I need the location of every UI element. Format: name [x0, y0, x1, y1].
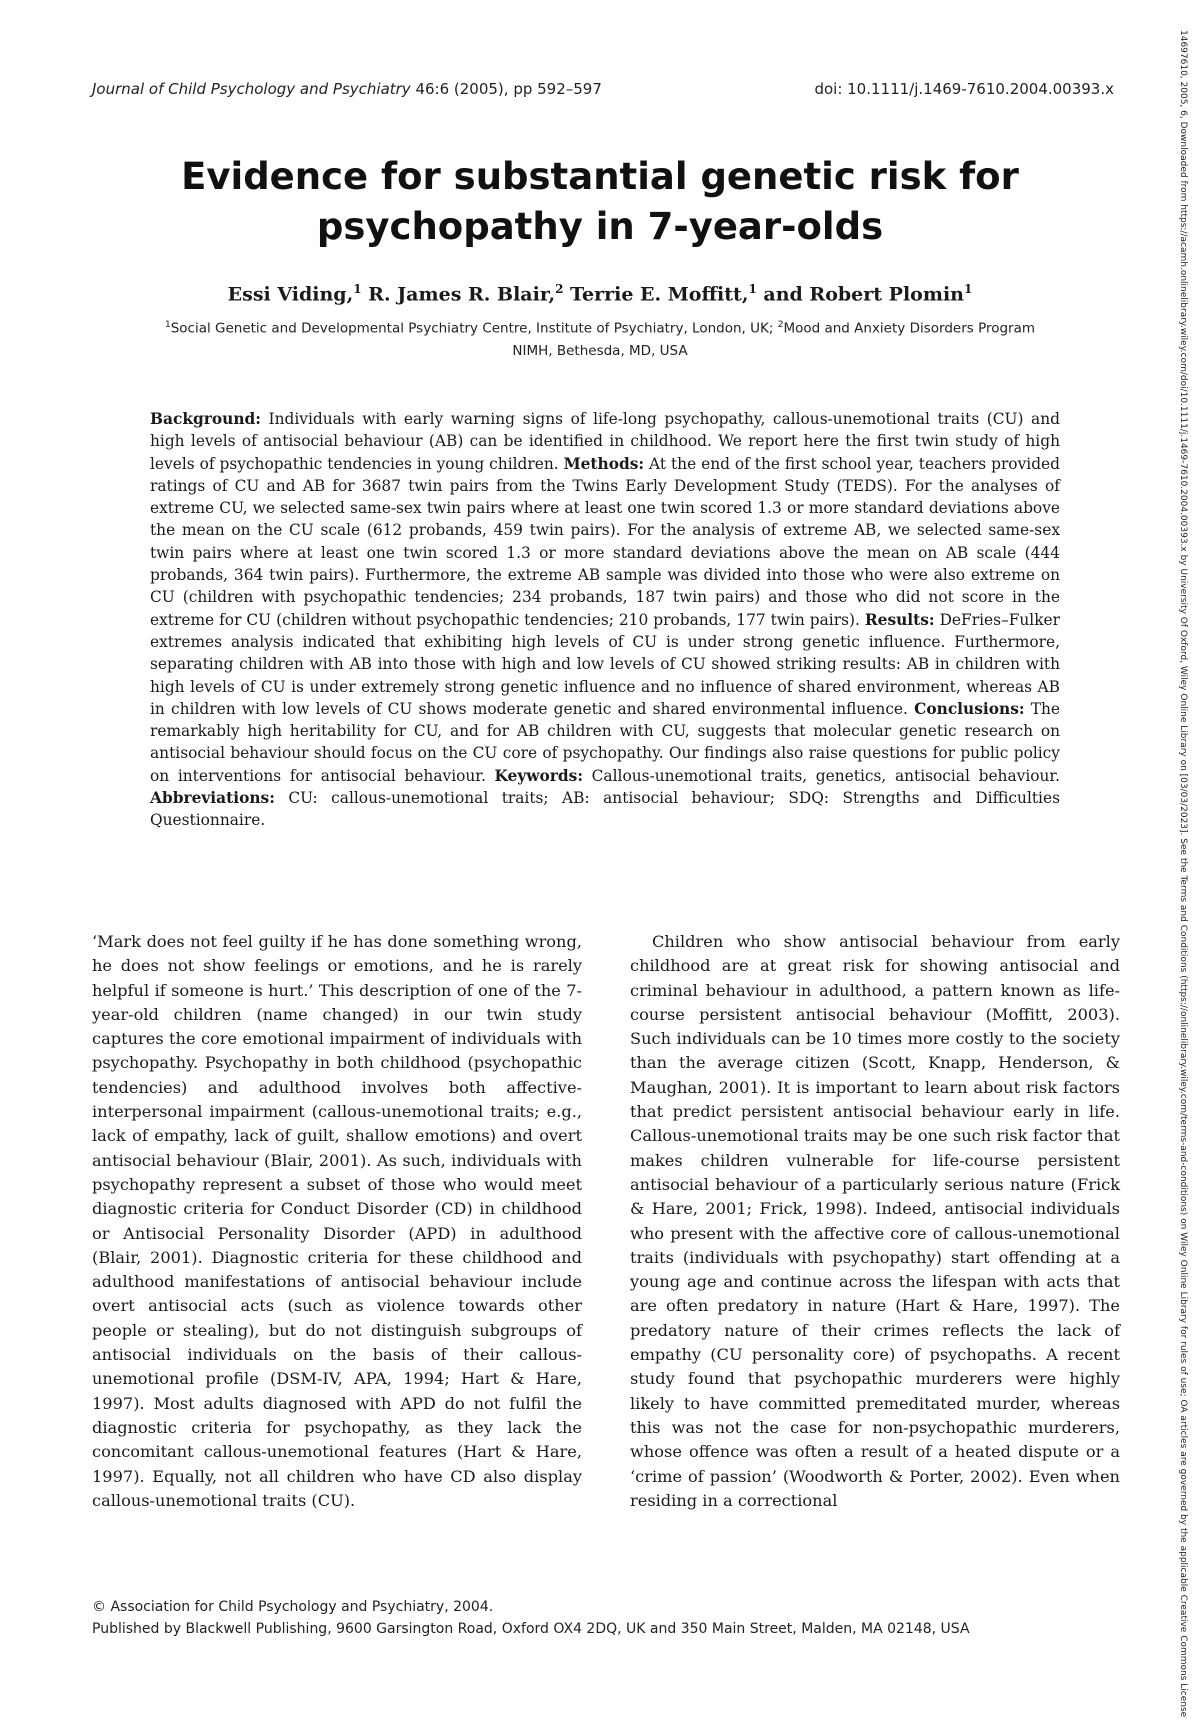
body-column-left: [92, 930, 582, 1513]
page-footer: [92, 1596, 1122, 1640]
abstract: [150, 408, 1060, 832]
abbreviations-text: CU: callous-unemotional traits; AB: antisocial behaviour; SDQ: Strengths and Difficulties Questionnaire.: [150, 789, 1060, 830]
author-2-affil: 2: [555, 282, 564, 296]
keywords-label: Keywords:: [494, 766, 584, 785]
body-paragraph: Children who show antisocial behaviour from early childhood are at great risk for showing antisocial and criminal behaviour in adulthood, a pattern known as life-course persistent antisocial behaviour (Moffitt, 2003). Such individuals can be 10 times more costly to the society than the average citizen (Scott, Knapp, Henderson, & Maughan, 2001). It is important to learn about risk factors that predict persistent antisocial behaviour early in life. Callous-unemotional traits may be one such risk factor that makes children vulnerable for life-course persistent antisocial behaviour of a particularly serious nature (Frick & Hare, 2001; Frick, 1998). Indeed, antisocial individuals who present with the affective core of callous-unemotional traits (individuals with psychopathy) start offending at a young age and continue across the lifespan with acts that are often predatory in nature (Hart & Hare, 1997). The predatory nature of their crimes reflects the lack of empathy (CU personality core) of psychopaths. A recent study found that psychopathic murderers were highly likely to have committed premeditated murder, whereas this was not the case for non-psychopathic murderers, whose offence was often a result of a heated dispute or a ‘crime of passion’ (Woodworth & Porter, 2002). Even when residing in a correctional: [630, 932, 1120, 1510]
body-paragraph: ‘Mark does not feel guilty if he has done something wrong, he does not show feelings or emotions, and he is rarely helpful if someone is hurt.’ This description of one of the 7-year-old children (name changed) in our twin study captures the core emotional impairment of individuals with psychopathy. Psychopathy in both childhood (psychopathic tendencies) and adulthood involves both affective-interpersonal impairment (callous-unemotional traits; e.g., lack of empathy, lack of guilt, shallow emotions) and overt antisocial behaviour (Blair, 2001). As such, individuals with psychopathy represent a subset of those who would meet diagnostic criteria for Conduct Disorder (CD) in childhood or Antisocial Personality Disorder (APD) in adulthood (Blair, 2001). Diagnostic criteria for these childhood and adulthood manifestations of antisocial behaviour include overt antisocial acts (such as violence towards other people or stealing), but do not distinguish subgroups of antisocial individuals on the basis of their callous-unemotional profile (DSM-IV, APA, 1994; Hart & Hare, 1997). Most adults diagnosed with APD do not fulfil the diagnostic criteria for psychopathy, as they lack the concomitant callous-unemotional features (Hart & Hare, 1997). Equally, not all children who have CD also display callous-unemotional traits (CU).: [92, 932, 582, 1510]
author-1: Essi Viding,: [227, 283, 354, 306]
affil-1-text: Social Genetic and Developmental Psychiatry Centre, Institute of Psychiatry, London, UK;: [170, 320, 778, 337]
affil-1-marker: 1: [164, 320, 171, 330]
title-line-2: psychopathy in 7-year-olds: [316, 205, 884, 248]
results-text: DeFries–Fulker extremes analysis indicated that exhibiting high levels of CU is under strong genetic influence. Furthermore, separating children with AB into those with high and low levels of CU showed striking results: AB in children with high levels of CU is under extremely strong genetic influence and no influence of shared environment, whereas AB in children with low levels of CU shows moderate genetic and shared environmental influence.: [150, 610, 1060, 718]
author-2: R. James R. Blair,: [361, 283, 556, 306]
conclusions-label: Conclusions:: [914, 699, 1025, 718]
journal-citation: [92, 80, 602, 98]
results-label: Results:: [864, 610, 935, 629]
abbreviations-label: Abbreviations:: [150, 789, 275, 808]
author-1-affil: 1: [353, 282, 362, 296]
methods-text: At the end of the first school year, teachers provided ratings of CU and AB for 3687 twin pairs from the Twins Early Development Study (TEDS). For the analyses of extreme CU, we selected same-sex twin pairs where at least one twin scored 1.3 or more standard deviations above the mean on the CU scale (612 probands, 459 twin pairs). For the analysis of extreme AB, we selected same-sex twin pairs where at least one twin scored 1.3 or more standard deviations above the mean on AB scale (444 probands, 364 twin pairs). Furthermore, the extreme AB sample was divided into those who were also extreme on CU (children with psychopathic tendencies; 234 probands, 187 twin pairs) and those who did not score in the extreme for CU (children without psychopathic tendencies; 210 probands, 177 twin pairs).: [150, 454, 1061, 629]
background-text: Individuals with early warning signs of life-long psychopathy, callous-unemotional traits (CU) and high levels of antisocial behaviour (AB) can be identified in childhood. We report here the first twin study of high levels of psychopathic tendencies in young children.: [150, 410, 1060, 473]
keywords-text: Callous-unemotional traits, genetics, antisocial behaviour.: [583, 766, 1060, 785]
copyright-line: © Association for Child Psychology and Psychiatry, 2004.: [92, 1599, 494, 1615]
author-4-affil: 1: [964, 282, 973, 296]
background-label: Background:: [150, 410, 261, 428]
title-line-1: Evidence for substantial genetic risk for: [181, 155, 1019, 198]
paper-title: [100, 152, 1100, 252]
affiliations: [150, 314, 1050, 362]
methods-label: Methods:: [563, 454, 645, 473]
author-list: [100, 282, 1100, 305]
journal-name: Journal of Child Psychology and Psychiatry: [92, 80, 411, 98]
author-4: and Robert Plomin: [756, 283, 964, 306]
affil-2-text: Mood and Anxiety Disorders Program NIMH, Bethesda, MD, USA: [512, 320, 1036, 359]
journal-details: 46:6 (2005), pp 592–597: [410, 80, 602, 98]
affil-2-marker: 2: [777, 320, 784, 330]
doi-link[interactable]: doi: 10.1111/j.1469-7610.2004.00393.x: [814, 80, 1114, 98]
publisher-line: Published by Blackwell Publishing, 9600 Garsington Road, Oxford OX4 2DQ, UK and 350 Main Street, Malden, MA 02148, USA: [92, 1621, 970, 1637]
body-column-right: [630, 930, 1120, 1513]
download-watermark: 14697610, 2005, 6, Downloaded from https://acamh.onlinelibrary.wiley.com/doi/10.1111/j.1469-7610.2004.00393.x by University Of Oxford, Wiley Online Library on [03/03/2023]. See the Terms and Conditions (https://onlinelibrary.wiley.com/terms-and-conditions) on Wiley Online Library for rules of use; OA articles are governed by the applicable Creative Commons License: [1178, 30, 1188, 1718]
conclusions-text: The remarkably high heritability for CU, and for AB children with CU, suggests that molecular genetic research on antisocial behaviour should focus on the CU core of psychopathy. Our findings also raise questions for public policy on interventions for antisocial behaviour.: [150, 699, 1060, 785]
author-3-affil: 1: [748, 282, 757, 296]
author-3: Terrie E. Moffitt,: [563, 283, 749, 306]
